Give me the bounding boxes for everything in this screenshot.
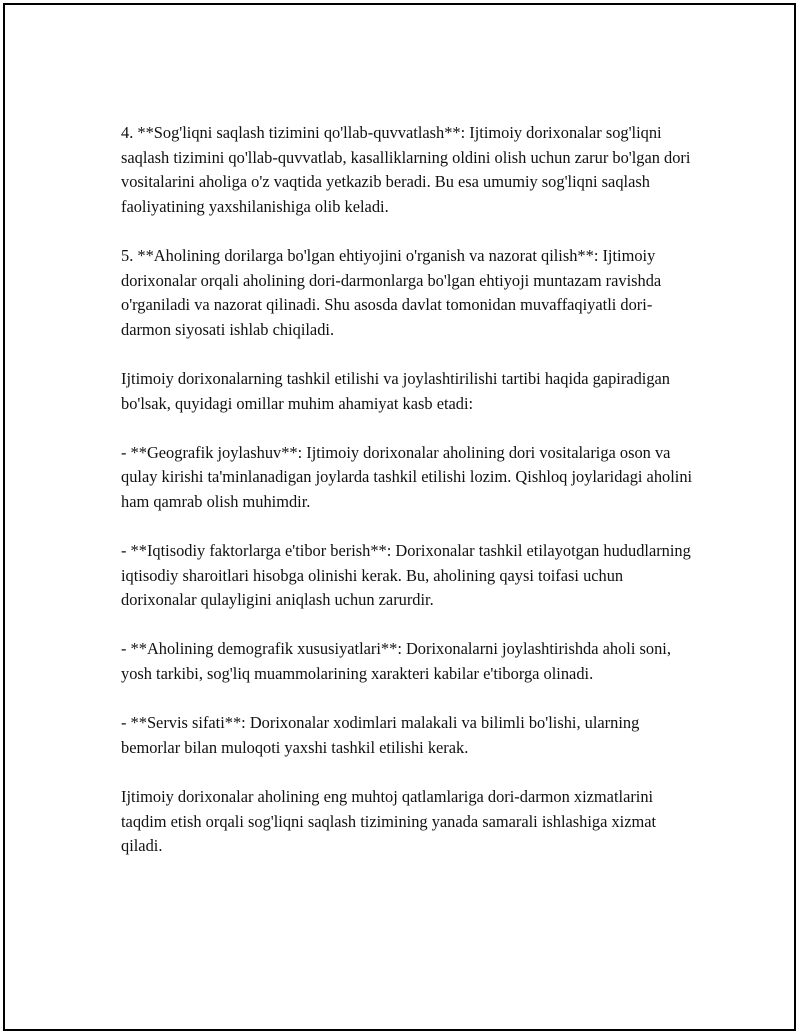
paragraph-demographics: - **Aholining demografik xususiyatlari**: Dorixonalarni joylashtirishda aholi soni, yosh tarkibi, sog'liq muammolarining xarakteri kabilar e'tiborga olinadi.	[121, 639, 671, 684]
paragraph-item-5: 5. **Aholining dorilarga bo'lgan ehtiyojini o'rganish va nazorat qilish**: Ijtimoiy dorixonalar orqali aholining dori-darmonlarga bo'lgan ehtiyoji muntazam ravishda o'rganiladi va nazorat qilinadi. Shu asosda davlat tomonidan muvaffaqiyatli dori-darmon siyosati ishlab chiqiladi.	[121, 245, 662, 339]
paragraph-intro-factors: Ijtimoiy dorixonalarning tashkil etilishi va joylashtirilishi tartibi haqida gapiradigan bo'lsak, quyidagi omillar muhim ahamiyat kasb etadi:	[121, 368, 670, 413]
paragraph-item-4: 4. **Sog'liqni saqlash tizimini qo'llab-quvvatlash**: Ijtimoiy dorixonalar sog'liqni saqlash tizimini qo'llab-quvvatlab, kasalliklarning oldini olish uchun zarur bo'lgan dori vositalarini aholiga o'z vaqtida yetkazib beradi. Bu esa umumiy sog'liqni saqlash faoliyatining yaxshilanishiga olib keladi.	[121, 123, 691, 216]
paragraph-conclusion: Ijtimoiy dorixonalar aholining eng muhtoj qatlamlariga dori-darmon xizmatlarini taqdim etish orqali sog'liqni saqlash tizimining yanada samarali ishlashiga xizmat qiladi.	[121, 787, 657, 856]
paragraph-economic-factors: - **Iqtisodiy faktorlarga e'tibor berish**: Dorixonalar tashkil etilayotgan hududlarning iqtisodiy sharoitlari hisobga olinishi kerak. Bu, aholining qaysi toifasi uchun dorixonalar qulayligini aniqlash uchun zarurdir.	[121, 541, 691, 610]
page-frame	[3, 3, 796, 1031]
paragraph-geographic-location: - **Geografik joylashuv**: Ijtimoiy dorixonalar aholining dori vositalariga oson va qulay kirishi ta'minlanadigan joylarda tashkil etilishi lozim. Qishloq joylaridagi aholini ham qamrab olish muhimdir.	[121, 442, 693, 511]
document-body	[121, 121, 693, 883]
paragraph-service-quality: - **Servis sifati**: Dorixonalar xodimlari malakali va bilimli bo'lishi, ularning bemorlar bilan muloqoti yaxshi tashkil etilishi kerak.	[121, 713, 640, 757]
